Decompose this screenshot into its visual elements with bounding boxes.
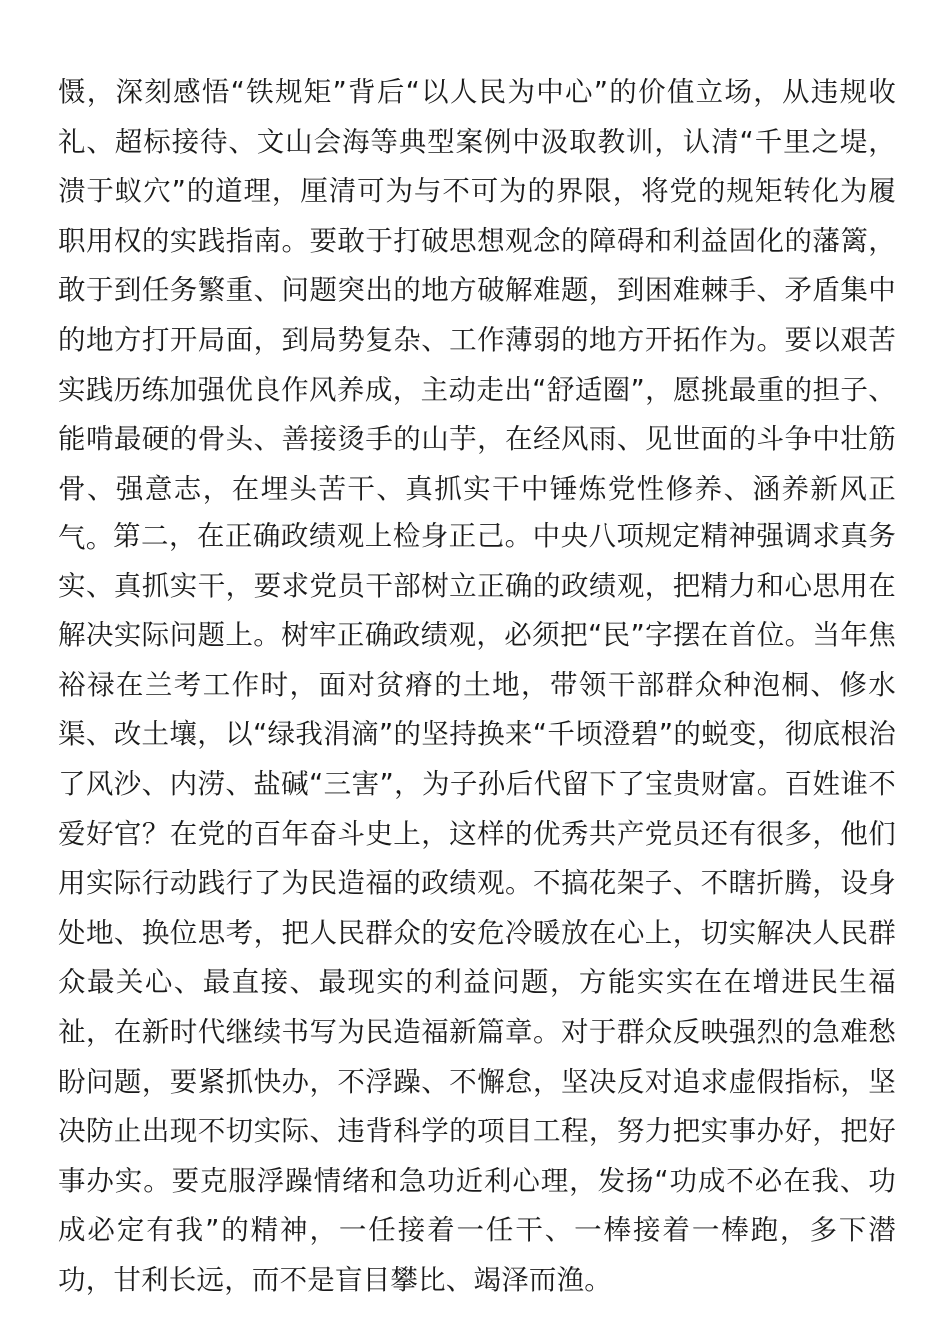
paragraph-section-two: 第二，在正确政绩观上检身正己。中央八项规定精神强调求真务实、真抓实干，要求党员干部树立正确的政绩观，把精力和心思用在解决实际问题上。树牢正确政绩观，必须把“民”字摆在首位。当年焦裕禄在兰考工作时，面对贫瘠的土地，带领干部群众种泡桐、修水渠、改土壤，以“绿我涓滴”的坚持换来“千顷澄碧”的蜕变，彻底根治了风沙、内涝、盐碱“三害”，为子孙后代留下了宝贵财富。百姓谁不爱好官？在党的百年奋斗史上，这样的优秀共产党员还有很多，他们用实际行动践行了为民造福的政绩观。不搞花架子、不瞎折腾，设身处地、换位思考，把人民群众的安危冷暖放在心上，切实解决人民群众最关心、最直接、最现实的利益问题，方能实实在在增进民生福祉，在新时代继续书写为民造福新篇章。对于群众反映强烈的急难愁盼问题，要紧抓快办，不浮躁、不懈怠，坚决反对追求虚假指标，坚决防止出现不切实际、违背科学的项目工程，努力把实事办好，把好事办实。要克服浮躁情绪和急功近利心理，发扬“功成不必在我、功成必定有我”的精神，一任接着一任干、一棒接着一棒跑，多下潜功，甘利长远，而不是盲目攀比、竭泽而渔。 — [58, 520, 896, 1296]
paragraph-continued: 慑，深刻感悟“铁规矩”背后“以人民为中心”的价值立场，从违规收礼、超标接待、文山会海等典型案例中汲取教训，认清“千里之堤，溃于蚁穴”的道理，厘清可为与不可为的界限，将党的规矩转化为履职用权的实践指南。要敢于打破思想观念的障碍和利益固化的藩篱，敢于到任务繁重、问题突出的地方破解难题，到困难棘手、矛盾集中的地方打开局面，到局势复杂、工作薄弱的地方开拓作为。要以艰苦实践历练加强优良作风养成，主动走出“舒适圈”，愿挑最重的担子、能啃最硬的骨头、善接烫手的山芋，在经风雨、见世面的斗争中壮筋骨、强意志，在埋头苦干、真抓实干中锤炼党性修养、涵养新风正气。 — [58, 76, 896, 555]
